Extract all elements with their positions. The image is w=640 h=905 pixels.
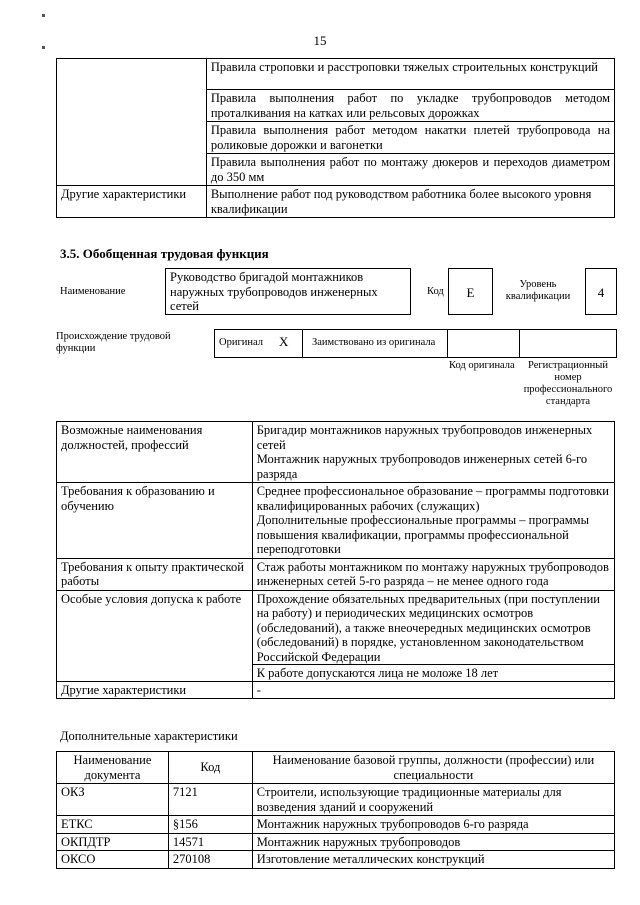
table-cell: Правила выполнения работ по укладке трубопроводов методом проталкивания на катках или рельсовых дорожках — [206, 90, 614, 122]
table-row — [57, 833, 615, 851]
table-row — [57, 59, 615, 90]
code-value: E — [466, 285, 475, 300]
table-cell: ЕТКС — [57, 816, 169, 834]
table-row — [57, 851, 615, 869]
table-cell: Изготовление металлических конструкций — [252, 851, 614, 869]
scan-speck — [42, 14, 45, 17]
column-header: Код — [168, 752, 252, 784]
name-label: Наименование — [60, 286, 126, 297]
table-cell: 270108 — [168, 851, 252, 869]
table-row — [57, 558, 615, 590]
additional-title: Дополнительные характеристики — [60, 729, 238, 743]
level-label: Уровень квалификации — [505, 279, 571, 302]
section-title: 3.5. Обобщенная трудовая функция — [60, 246, 269, 261]
code-original-caption: Код оригинала — [449, 360, 515, 371]
original-label: Оригинал — [219, 337, 263, 348]
table-cell — [252, 422, 614, 483]
table-cell — [252, 483, 614, 559]
original-mark: X — [279, 334, 289, 349]
table-cell: Монтажник наружных трубопроводов 6-го разряда — [252, 816, 614, 834]
level-box — [585, 268, 617, 315]
cell-line: Стаж работы монтажником по монтажу наружных трубопроводов инженерных сетей 5-го разряда – не менее одного года — [256, 559, 609, 588]
cell-line: К работе допускаются лица не моложе 18 лет — [253, 664, 614, 681]
table-cell: Требования к образованию и обучению — [57, 483, 253, 559]
cell-line: Прохождение обязательных предварительных (при поступлении на работу) и периодических медицинских осмотров (обследований), а также внеочередных медицинских осмотров (обследований) в порядке, установленном законодательством Российской Федерации — [256, 591, 600, 664]
table-cell: §156 — [168, 816, 252, 834]
table-row — [57, 483, 615, 559]
table-row — [57, 784, 615, 816]
table-cell: Правила строповки и расстроповки тяжелых строительных конструкций — [206, 59, 614, 90]
table-cell: 14571 — [168, 833, 252, 851]
table-row — [57, 186, 615, 218]
table-cell: Строители, использующие традиционные материалы для возведения зданий и сооружений — [252, 784, 614, 816]
column-header: Наименование документа — [57, 752, 169, 784]
table-cell: Возможные наименования должностей, профессий — [57, 422, 253, 483]
cell-line: Среднее профессиональное образование – программы подготовки квалифицированных рабочих (служащих) — [256, 484, 609, 513]
column-header: Наименование базовой группы, должности (профессии) или специальности — [252, 752, 614, 784]
function-name: Руководство бригадой монтажников наружных трубопроводов инженерных сетей — [170, 270, 378, 313]
table-cell: ОКПДТР — [57, 833, 169, 851]
table-row — [57, 816, 615, 834]
function-name-box — [165, 268, 411, 315]
borrowed-label: Заимствовано из оригинала — [312, 337, 436, 348]
cell-line: Монтажник наружных трубопроводов инженерных сетей 6-го разряда — [256, 452, 588, 481]
cell-line: Дополнительные профессиональные программы – программы повышения квалификации, программы профессиональной переподготовки — [256, 513, 589, 556]
level-value: 4 — [597, 285, 605, 300]
table-row — [57, 422, 615, 483]
additional-table — [56, 751, 615, 869]
table-header-row — [57, 752, 615, 784]
main-table — [56, 421, 615, 699]
table-cell — [57, 59, 207, 186]
registration-caption: Регистрационный номер профессионального стандарта — [523, 360, 613, 407]
table-cell: 7121 — [168, 784, 252, 816]
table-cell: Правила выполнения работ методом накатки плетей трубопровода на роликовые дорожки и вагонетки — [206, 122, 614, 154]
table-row — [57, 590, 615, 681]
table-cell: Другие характеристики — [57, 681, 253, 699]
table-cell: ОКСО — [57, 851, 169, 869]
table-cell: - — [252, 681, 614, 699]
top-table — [56, 58, 615, 218]
table-cell: ОКЗ — [57, 784, 169, 816]
table-cell: Другие характеристики — [57, 186, 207, 218]
code-box — [448, 268, 493, 315]
table-cell — [252, 558, 614, 590]
table-cell: Монтажник наружных трубопроводов — [252, 833, 614, 851]
code-label: Код — [427, 286, 444, 297]
table-cell: Правила выполнения работ по монтажу дюкеров и переходов диаметром до 350 мм — [206, 154, 614, 186]
table-cell: Особые условия допуска к работе — [57, 590, 253, 681]
table-row — [57, 681, 615, 699]
table-cell: Выполнение работ под руководством работника более высокого уровня квалификации — [206, 186, 614, 218]
table-cell — [252, 590, 614, 681]
cell-line: Бригадир монтажников наружных трубопроводов инженерных сетей — [256, 423, 593, 452]
origin-label: Происхождение трудовой функции — [56, 331, 171, 354]
page-number: 15 — [313, 33, 327, 48]
table-cell: Требования к опыту практической работы — [57, 558, 253, 590]
